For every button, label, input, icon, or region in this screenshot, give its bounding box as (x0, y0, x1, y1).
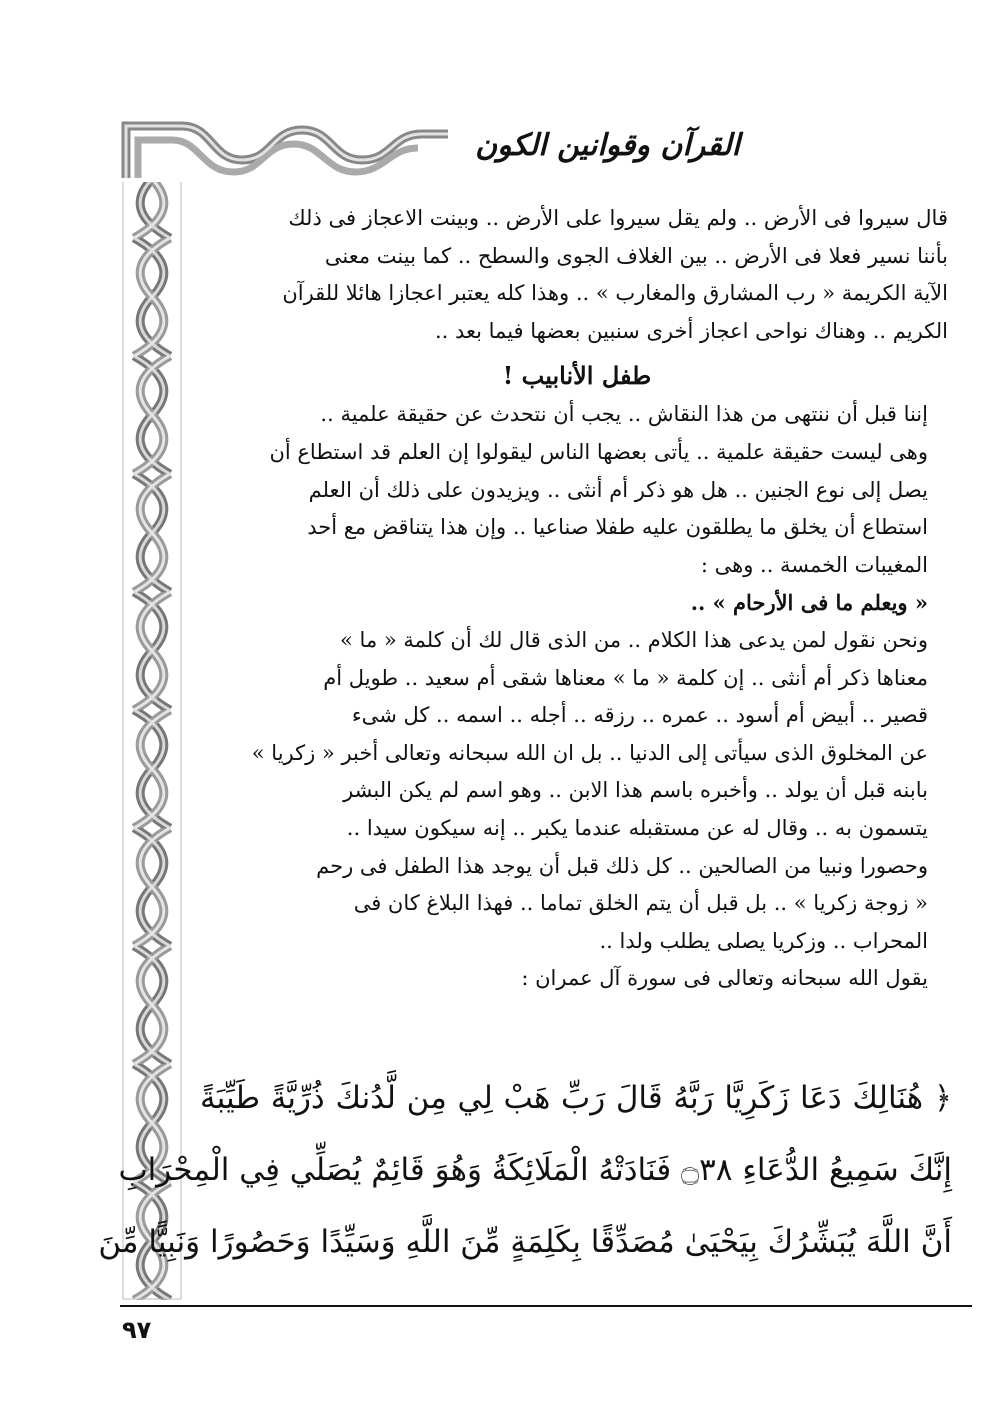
intro-paragraph (206, 200, 948, 350)
verse-line: إِنَّكَ سَمِيعُ الدُّعَاءِ ۝٣٨ فَنَادَتْهُ الْمَلَائِكَةُ وَهُوَ قَائِمٌ يُصَلِّي فِي الْمِحْرَابِ (118, 1152, 952, 1188)
text-line: يصل إلى نوع الجنين .. هل هو ذكر أم أنثى .. ويزيدون على ذلك أن العلم (308, 477, 928, 502)
ornamental-border-icon (122, 120, 182, 1300)
text-line: يتسمون به .. وقال له عن مستقبله عندما يكبر .. إنه سيكون سيدا .. (346, 815, 928, 840)
paragraph-surah-intro: يقول الله سبحانه وتعالى فى سورة آل عمران : (521, 966, 928, 991)
text-line: عن المخلوق الذى سيأتى إلى الدنيا .. بل ان الله سبحانه وتعالى أخبر « زكريا » (251, 740, 928, 765)
running-head: القرآن وقوانين الكون (475, 128, 740, 163)
verse-line: أَنَّ اللَّهَ يُبَشِّرُكَ بِيَحْيَىٰ مُصَدِّقًا بِكَلِمَةٍ مِّنَ اللَّهِ وَسَيِّدًا وَحَصُورًا وَنَبِيًّا مِّنَ (98, 1224, 952, 1260)
text-line: « زوجة زكريا » .. بل قبل أن يتم الخلق تماما .. فهذا البلاغ كان فى (353, 891, 928, 916)
body-text (206, 200, 948, 998)
text-line: بأننا نسير فعلا فى الأرض .. بين الغلاف الجوى والسطح .. كما بينت معنى (324, 243, 948, 268)
text-line: وهى ليست حقيقة علمية .. يأتى بعضها الناس ليقولوا إن العلم قد استطاع أن (269, 439, 928, 464)
footer-rule (120, 1305, 972, 1307)
text-line: وحصورا ونبيا من الصالحين .. كل ذلك قبل أن يوجد هذا الطفل فى رحم (316, 853, 928, 878)
text-line: إننا قبل أن ننتهى من هذا النقاش .. يجب أن نتحدث عن حقيقة علمية .. (320, 402, 928, 427)
quran-verse-block (98, 1062, 952, 1278)
text-line: قصير .. أبيض أم أسود .. عمره .. رزقه .. أجله .. اسمه .. كل شىء (351, 703, 928, 728)
text-line: ونحن نقول لمن يدعى هذا الكلام .. من الذى قال لك أن كلمة « ما » (340, 627, 928, 652)
section-title: طفل الأنابيب ! (502, 361, 652, 391)
quoted-verse: « ويعلم ما فى الأرحام » .. (690, 590, 928, 616)
text-line: الآية الكريمة « رب المشارق والمغارب » .. وهذا كله يعتبر اعجازا هائلا للقرآن (282, 281, 948, 306)
paragraph-test-tube-baby (206, 396, 948, 584)
text-line: استطاع أن يخلق ما يطلقون عليه طفلا صناعيا .. وإن هذا يتناقض مع أحد (307, 515, 928, 540)
text-line: معناها ذكر أم أنثى .. إن كلمة « ما » معناها شقى أم سعيد .. طويل أم (323, 665, 928, 690)
verse-line: ﴿ هُنَالِكَ دَعَا زَكَرِيَّا رَبَّهُ قَالَ رَبِّ هَبْ لِي مِن لَّدُنكَ ذُرِّيَّةً طَيِّبَةً (200, 1080, 952, 1116)
text-line: الكريم .. وهناك نواحى اعجاز أخرى سنبين بعضها فيما بعد .. (434, 318, 948, 343)
text-line: بابنه قبل أن يولد .. وأخبره باسم هذا الابن .. وهو اسم لم يكن البشر (343, 778, 928, 803)
text-line: المحراب .. وزكريا يصلى يطلب ولدا .. (599, 928, 928, 953)
text-line: قال سيروا فى الأرض .. ولم يقل سيروا على الأرض .. وبينت الاعجاز فى ذلك (288, 206, 948, 230)
text-line: المغيبات الخمسة .. وهى : (700, 552, 928, 577)
paragraph-zakariya (206, 622, 948, 960)
page-number: ٩٧ (122, 1316, 152, 1344)
